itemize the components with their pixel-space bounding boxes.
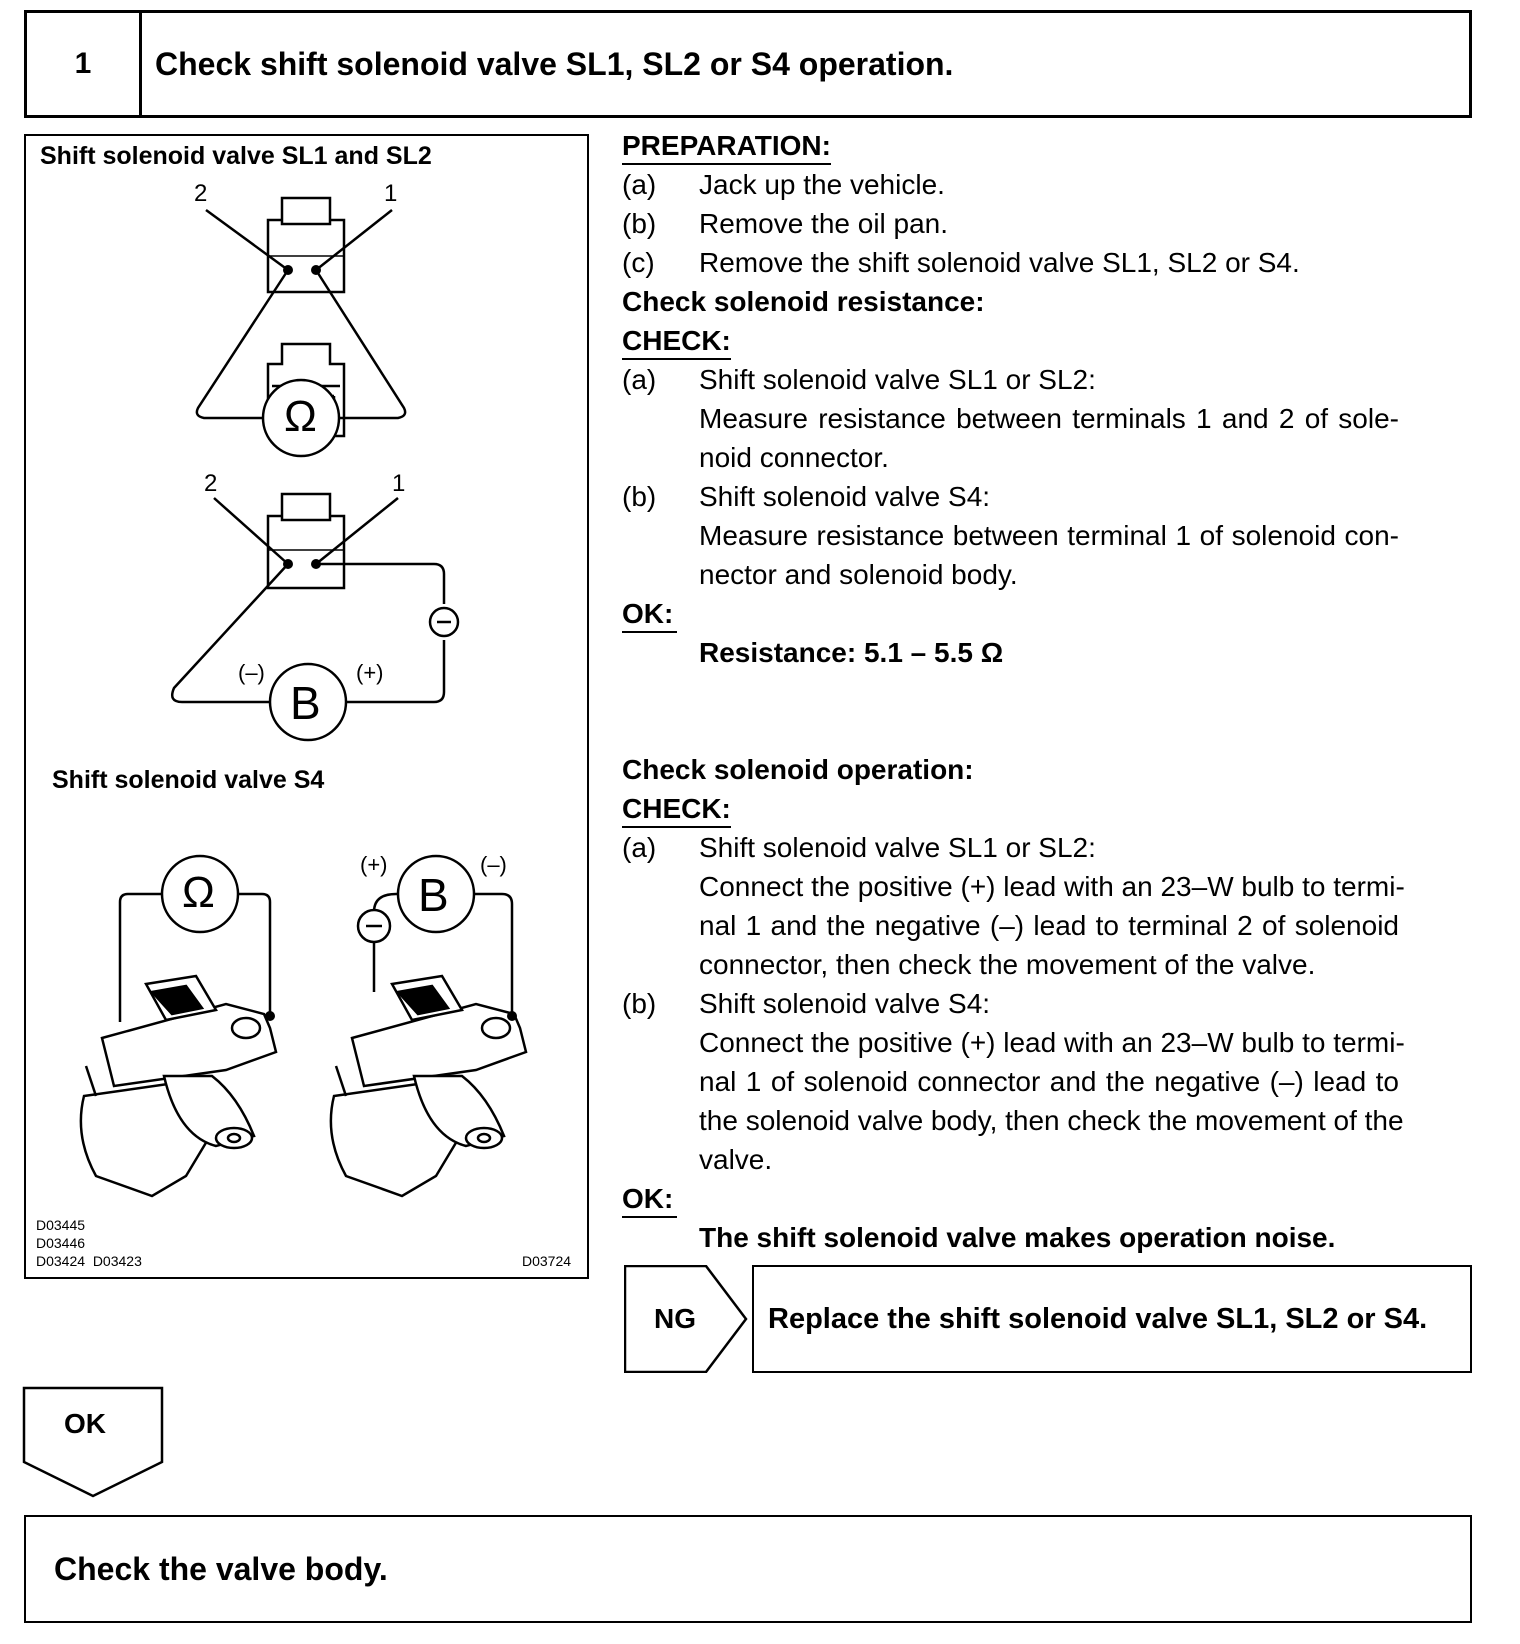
ok-branch-arrow bbox=[22, 1386, 164, 1498]
figure-code: D03424 D03423 bbox=[36, 1253, 142, 1269]
list-item-text: Connect the positive (+) lead with an 23–W bulb to termi- bbox=[699, 1027, 1405, 1058]
list-label: (b) bbox=[622, 988, 657, 1019]
list-item-text: Measure resistance between terminal 1 of solenoid con- bbox=[699, 520, 1399, 551]
list-item: Remove the oil pan. bbox=[699, 208, 949, 239]
list-item-text: nal 1 and the negative (–) lead to terminal 2 of solenoid bbox=[699, 910, 1399, 941]
next-step-title: Check the valve body. bbox=[54, 1550, 388, 1587]
list-item-text: the solenoid valve body, then check the movement of the bbox=[699, 1105, 1404, 1136]
instructions bbox=[622, 126, 1472, 1257]
plus-label: (+) bbox=[356, 660, 384, 685]
terminal-dot bbox=[311, 265, 321, 275]
resistance-heading: Check solenoid resistance: bbox=[622, 286, 985, 317]
list-item: Shift solenoid valve SL1 or SL2: bbox=[699, 364, 1096, 395]
list-label: (a) bbox=[622, 169, 657, 200]
preparation-heading: PREPARATION: bbox=[622, 129, 831, 165]
minus-label: (–) bbox=[480, 852, 507, 877]
ok-heading: OK: bbox=[622, 597, 677, 633]
figure-code: D03445 bbox=[36, 1217, 86, 1233]
battery-icon: B bbox=[418, 869, 449, 921]
list-item-text: connector, then check the movement of the valve. bbox=[699, 949, 1316, 980]
list-item: Shift solenoid valve SL1 or SL2: bbox=[699, 832, 1096, 863]
list-label: (c) bbox=[622, 247, 655, 278]
terminal-2-label: 2 bbox=[204, 470, 218, 497]
terminal-1-label: 1 bbox=[384, 180, 398, 207]
list-item: Jack up the vehicle. bbox=[699, 169, 945, 200]
list-label: (b) bbox=[622, 208, 657, 239]
ok-heading: OK: bbox=[622, 1182, 677, 1218]
list-item: Remove the shift solenoid valve SL1, SL2 or S4. bbox=[699, 247, 1300, 278]
solenoid-s4-ohm-drawing bbox=[81, 856, 276, 1196]
ok-value: The shift solenoid valve makes operation noise. bbox=[699, 1222, 1336, 1253]
ok-value: Resistance: 5.1 – 5.5 Ω bbox=[699, 637, 1004, 668]
minus-label: (–) bbox=[238, 660, 265, 685]
ng-label: NG bbox=[654, 1303, 696, 1334]
ng-branch-arrow bbox=[624, 1265, 749, 1373]
terminal-dot bbox=[283, 265, 293, 275]
operation-heading: Check solenoid operation: bbox=[622, 754, 974, 785]
ohm-icon: Ω bbox=[182, 868, 215, 917]
plus-label: (+) bbox=[360, 852, 388, 877]
list-item: Shift solenoid valve S4: bbox=[699, 988, 991, 1019]
ng-action-text: Replace the shift solenoid valve SL1, SL2 or S4. bbox=[768, 1302, 1428, 1335]
list-item-text: Measure resistance between terminals 1 and 2 of sole- bbox=[699, 403, 1399, 434]
battery-icon: B bbox=[290, 677, 321, 729]
list-item-text: noid connector. bbox=[699, 442, 889, 473]
list-item-text: Connect the positive (+) lead with an 23–W bulb to termi- bbox=[699, 871, 1405, 902]
figure-code: D03446 bbox=[36, 1235, 86, 1251]
list-label: (b) bbox=[622, 481, 657, 512]
figure-caption-sl1-sl2: Shift solenoid valve SL1 and SL2 bbox=[40, 142, 432, 170]
list-item-text: valve. bbox=[699, 1144, 773, 1175]
figure-caption-s4: Shift solenoid valve S4 bbox=[52, 766, 325, 794]
list-item: Shift solenoid valve S4: bbox=[699, 481, 991, 512]
ohm-icon: Ω bbox=[284, 392, 317, 441]
list-label: (a) bbox=[622, 832, 657, 863]
figure-code: D03724 bbox=[522, 1253, 572, 1269]
check-heading: CHECK: bbox=[622, 324, 731, 360]
step-number: 1 bbox=[27, 13, 142, 115]
list-item-text: nector and solenoid body. bbox=[699, 559, 1018, 590]
step-title: Check shift solenoid valve SL1, SL2 or S4 operation. bbox=[155, 45, 954, 82]
list-item-text: nal 1 of solenoid connector and the negative (–) lead to bbox=[699, 1066, 1399, 1097]
next-step-box bbox=[24, 1515, 1472, 1623]
terminal-2-label: 2 bbox=[194, 180, 208, 207]
ok-label: OK bbox=[64, 1408, 106, 1439]
ng-action-box bbox=[752, 1265, 1472, 1373]
check-heading: CHECK: bbox=[622, 792, 731, 828]
step-header bbox=[24, 10, 1472, 118]
illustration-panel bbox=[24, 134, 589, 1279]
list-label: (a) bbox=[622, 364, 657, 395]
terminal-1-label: 1 bbox=[392, 470, 406, 497]
